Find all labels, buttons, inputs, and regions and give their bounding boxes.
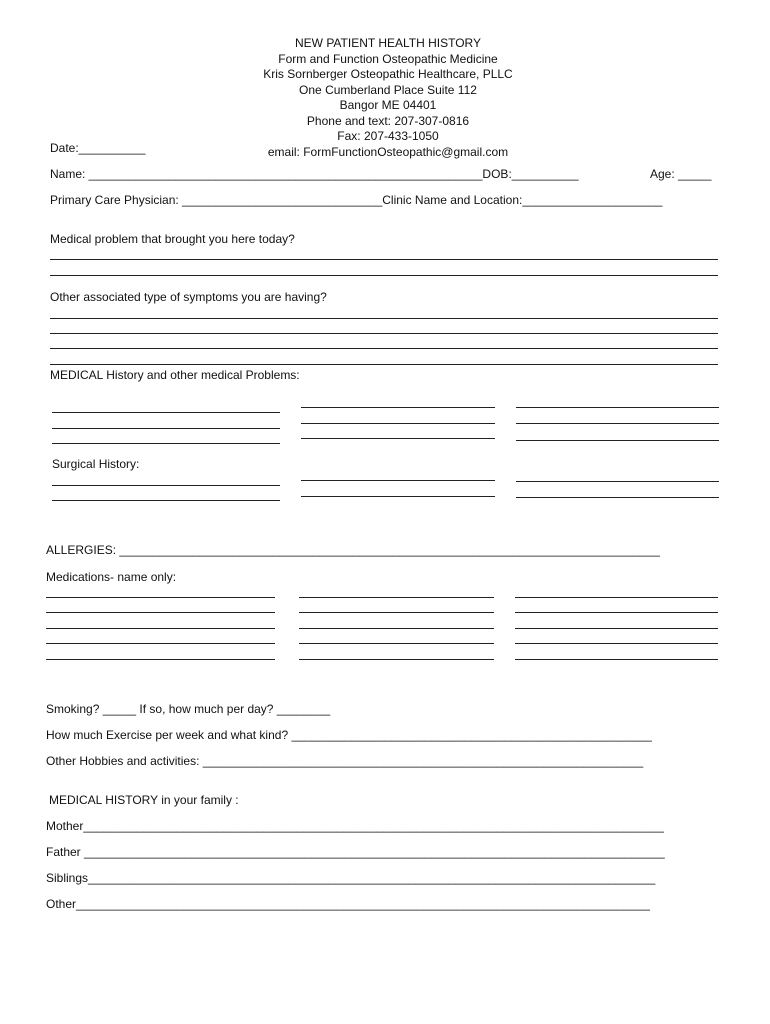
medication-line[interactable] bbox=[515, 659, 718, 660]
family-history-label: MEDICAL HISTORY in your family : bbox=[49, 793, 239, 807]
medical-history-line[interactable] bbox=[301, 407, 495, 408]
age-field[interactable]: Age: _____ bbox=[650, 167, 712, 181]
medical-history-line[interactable] bbox=[52, 443, 280, 444]
medication-line[interactable] bbox=[46, 659, 275, 660]
medical-problem-label: Medical problem that brought you here today? bbox=[50, 232, 295, 246]
symptoms-line-1[interactable] bbox=[50, 318, 718, 319]
medical-history-line[interactable] bbox=[516, 440, 719, 441]
medical-history-line[interactable] bbox=[52, 428, 280, 429]
medication-line[interactable] bbox=[299, 628, 494, 629]
smoking-field[interactable]: Smoking? _____ If so, how much per day? ________ bbox=[46, 702, 331, 716]
form-title: NEW PATIENT HEALTH HISTORY bbox=[294, 36, 482, 50]
medical-history-line[interactable] bbox=[301, 423, 495, 424]
symptoms-line-3[interactable] bbox=[50, 348, 718, 349]
hobbies-field[interactable]: Other Hobbies and activities: __________________________________________________________________ bbox=[46, 754, 644, 768]
phone-line: Phone and text: 207-307-0816 bbox=[306, 113, 470, 128]
allergies-field[interactable]: ALLERGIES: _________________________________________________________________________________ bbox=[46, 543, 660, 557]
medical-history-line[interactable] bbox=[52, 412, 280, 413]
medical-history-label: MEDICAL History and other medical Problems: bbox=[50, 368, 300, 382]
company-name: Kris Sornberger Osteopathic Healthcare, PLLC bbox=[263, 67, 513, 81]
siblings-field[interactable]: Siblings_____________________________________________________________________________________ bbox=[46, 871, 656, 885]
medication-line[interactable] bbox=[299, 597, 494, 598]
medication-line[interactable] bbox=[46, 643, 275, 644]
surgical-history-label: Surgical History: bbox=[52, 457, 140, 471]
surgical-history-line[interactable] bbox=[52, 500, 280, 501]
medication-line[interactable] bbox=[46, 597, 275, 598]
medical-problem-line-1[interactable] bbox=[50, 259, 718, 260]
mother-field[interactable]: Mother_______________________________________________________________________________________ bbox=[46, 819, 664, 833]
medication-line[interactable] bbox=[515, 612, 718, 613]
medical-history-line[interactable] bbox=[516, 407, 719, 408]
medical-history-line[interactable] bbox=[301, 438, 495, 439]
surgical-history-line[interactable] bbox=[516, 497, 719, 498]
medical-problem-line-2[interactable] bbox=[50, 275, 718, 276]
name-dob-field[interactable]: Name: ___________________________________________________________DOB:__________ bbox=[50, 167, 579, 181]
fax-line: Fax: 207-433-1050 bbox=[337, 129, 439, 143]
medical-history-line[interactable] bbox=[516, 423, 719, 424]
exercise-field[interactable]: How much Exercise per week and what kind? ______________________________________________________ bbox=[46, 728, 652, 742]
practice-name: Form and Function Osteopathic Medicine bbox=[278, 51, 498, 66]
medication-line[interactable] bbox=[299, 612, 494, 613]
medication-line[interactable] bbox=[515, 643, 718, 644]
medications-label: Medications- name only: bbox=[46, 570, 177, 584]
symptoms-line-4[interactable] bbox=[50, 364, 718, 365]
father-field[interactable]: Father _______________________________________________________________________________________ bbox=[46, 845, 665, 859]
medication-line[interactable] bbox=[299, 659, 494, 660]
medication-line[interactable] bbox=[299, 643, 494, 644]
address-line-1: One Cumberland Place Suite 112 bbox=[299, 82, 477, 97]
medication-line[interactable] bbox=[46, 628, 275, 629]
other-field[interactable]: Other______________________________________________________________________________________ bbox=[46, 897, 650, 911]
address-line-2: Bangor ME 04401 bbox=[339, 98, 437, 112]
surgical-history-line[interactable] bbox=[516, 481, 719, 482]
surgical-history-line[interactable] bbox=[301, 480, 495, 481]
medication-line[interactable] bbox=[515, 597, 718, 598]
surgical-history-line[interactable] bbox=[52, 485, 280, 486]
surgical-history-line[interactable] bbox=[301, 496, 495, 497]
physician-clinic-field[interactable]: Primary Care Physician: ______________________________Clinic Name and Location:_____________________ bbox=[50, 193, 663, 207]
medication-line[interactable] bbox=[515, 628, 718, 629]
date-field[interactable]: Date:__________ bbox=[50, 141, 146, 155]
email-line: email: FormFunctionOsteopathic@gmail.com bbox=[267, 144, 509, 159]
symptoms-label: Other associated type of symptoms you are having? bbox=[50, 290, 327, 304]
symptoms-line-2[interactable] bbox=[50, 333, 718, 334]
medication-line[interactable] bbox=[46, 612, 275, 613]
